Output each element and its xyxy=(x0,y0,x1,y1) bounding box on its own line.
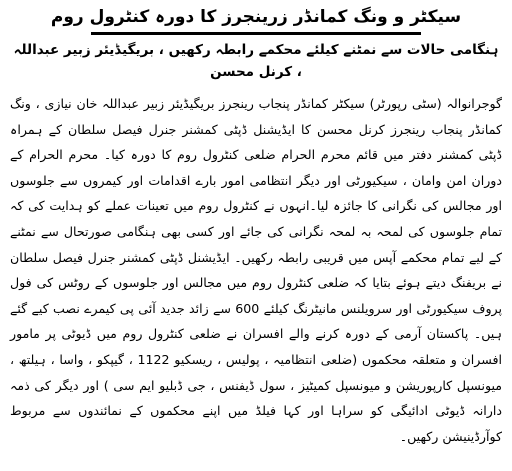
headline-divider xyxy=(91,32,421,35)
article-subheadline: ہنگامی حالات سے نمٹنے کیلئے محکمے رابطہ رکھیں ، بریگیڈیئر زبیر عبداللہ ، کرنل محسن xyxy=(13,42,499,80)
article-headline: سیکٹر و ونگ کمانڈر زرینجرز کا دورہ کنٹرول روم xyxy=(50,7,462,27)
article-body: گوجرانوالہ (سٹی رپورٹر) سیکٹر کمانڈر پنجاب رینجرز بریگیڈیئر زبیر عبداللہ خان نیازی ، ونگ کمانڈر پنجاب رینجرز کرنل محسن کا ایڈیشنل ڈپٹی کمشنر جنرل فیصل سلطان کے ہمراہ ڈپٹی کمشنر دفتر میں قائم محرم الحرام ضلعی کنٹرول روم کا دورہ کیا۔ محرم الحرام کے دوران امن وامان ، سیکیورٹی اور دیگر انتظامی امور بارے اقدامات اور کیمروں سے جلوسوں اور مجالس کی نگرانی کا جائزہ لیا۔انہوں نے کنٹرول روم میں تعینات عملے کو ہدایت کی کہ تمام جلوسوں کی لمحہ بہ لمحہ نگرانی کی جائے اور کسی بھی ہنگامی صورتحال سے نمٹنے کے لیے تمام محکمے آپس میں قریبی رابطہ رکھیں۔ ایڈیشنل ڈپٹی کمشنر جنرل فیصل سلطان نے بریفنگ دیتے ہوئے بتایا کہ ضلعی کنٹرول روم میں مجالس اور جلوسوں کے روٹس کی فول پروف سیکیورٹی اور سرویلنس مانیٹرنگ کیلئے 600 سے زائد جدید آئی پی کیمرے نصب کیے گئے ہیں۔ پاکستان آرمی کے دورہ کرنے والے افسران نے ضلعی کنٹرول روم میں ڈیوٹی پر مامور افسران و متعلقہ محکموں (ضلعی انتظامیہ ، پولیس ، ریسکیو 1122 ، گیپکو ، واسا ، ہیلتھ ، میونسپل کارپوریشن و میونسپل کمیٹیز ، سول ڈیفنس ، جی ڈبلیو ایم سی ) اور دیگر کی ذمہ دارانہ ڈیوٹی ادائیگی کو سراہا اور کہا فیلڈ میں اپنے محکموں کے نمائندوں سے مربوط کوآرڈینیشن رکھیں۔ xyxy=(10,96,503,444)
